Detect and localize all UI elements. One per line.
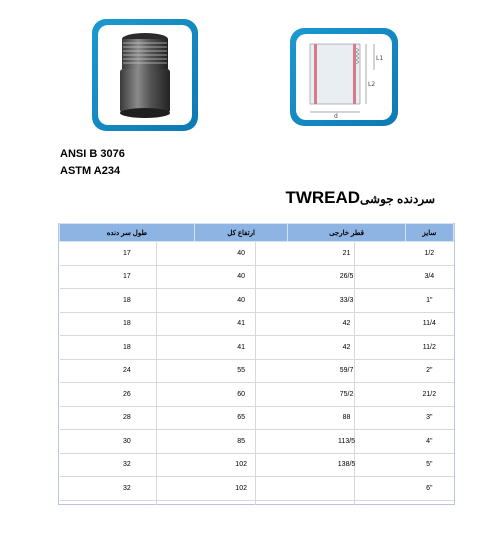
title-persian: سردنده جوشی (360, 192, 435, 206)
technical-drawing-frame (290, 28, 398, 126)
cell-outer-diameter: 33/3 (288, 289, 405, 313)
cell-total-height: 40 (194, 242, 288, 266)
cell-total-height: 102 (194, 477, 288, 501)
table-row (60, 265, 454, 289)
table-row (60, 359, 454, 383)
cell-size: 2" (405, 359, 453, 383)
table-row (60, 406, 454, 430)
dimension-drawing (296, 34, 392, 120)
cell-total-height: 102 (194, 453, 288, 477)
cell-outer-diameter: 138/5 (288, 453, 405, 477)
cell-total-height: 65 (194, 406, 288, 430)
table-row (60, 477, 454, 501)
cell-thread-length: 17 (60, 242, 195, 266)
cell-size: 3" (405, 406, 453, 430)
table-row (60, 242, 454, 266)
cell-thread-length: 18 (60, 336, 195, 360)
page-title (285, 188, 435, 208)
table-row (60, 430, 454, 454)
d-label: d (334, 113, 338, 120)
cell-size: 21/2 (405, 383, 453, 407)
cell-size: 11/2 (405, 336, 453, 360)
title-english: TWREAD (285, 188, 361, 207)
product-photo-frame (92, 19, 198, 131)
cell-outer-diameter: 21 (288, 242, 405, 266)
cell-size: 11/4 (405, 312, 453, 336)
cell-outer-diameter: 42 (288, 336, 405, 360)
cell-size: 3/4 (405, 265, 453, 289)
cell-size: 6" (405, 477, 453, 501)
table-row (60, 336, 454, 360)
cell-total-height: 60 (194, 383, 288, 407)
standards-block (60, 146, 125, 180)
cell-thread-length: 32 (60, 477, 195, 501)
table-row (60, 312, 454, 336)
cell-total-height: 40 (194, 265, 288, 289)
cell-outer-diameter: 42 (288, 312, 405, 336)
l1-label: L1 (376, 55, 384, 62)
cell-size: 1" (405, 289, 453, 313)
cell-thread-length: 28 (60, 406, 195, 430)
cell-thread-length: 26 (60, 383, 195, 407)
product-photo (98, 25, 192, 125)
spec-table (59, 223, 454, 501)
cell-outer-diameter: 113/5 (288, 430, 405, 454)
cell-thread-length: 18 (60, 289, 195, 313)
cell-thread-length: 24 (60, 359, 195, 383)
cell-total-height: 40 (194, 289, 288, 313)
cell-thread-length: 18 (60, 312, 195, 336)
table-header-row (60, 224, 454, 242)
l2-label: L2 (368, 81, 376, 88)
technical-drawing (296, 34, 392, 120)
cell-outer-diameter: 88 (288, 406, 405, 430)
cell-thread-length: 32 (60, 453, 195, 477)
threaded-nipple-image (98, 25, 192, 125)
cell-size: 4" (405, 430, 453, 454)
header-outer-diameter: قطر خارجی (288, 224, 405, 242)
cell-total-height: 55 (194, 359, 288, 383)
cell-size: 5" (405, 453, 453, 477)
cell-thread-length: 30 (60, 430, 195, 454)
cell-thread-length: 17 (60, 265, 195, 289)
cell-total-height: 85 (194, 430, 288, 454)
cell-outer-diameter (288, 477, 405, 501)
cell-total-height: 41 (194, 336, 288, 360)
standard-astm: ASTM A234 (60, 165, 121, 177)
header-total-height: ارتفاع کل (194, 224, 288, 242)
cell-outer-diameter: 59/7 (288, 359, 405, 383)
table-row (60, 383, 454, 407)
table-row (60, 289, 454, 313)
header-size: سایز (405, 224, 453, 242)
standard-ansi: ANSI B 3076 (60, 148, 125, 160)
table-row (60, 453, 454, 477)
cell-total-height: 41 (194, 312, 288, 336)
cell-outer-diameter: 75/2 (288, 383, 405, 407)
cell-size: 1/2 (405, 242, 453, 266)
header-thread-length: طول سر دنده (60, 224, 195, 242)
cell-outer-diameter: 26/5 (288, 265, 405, 289)
